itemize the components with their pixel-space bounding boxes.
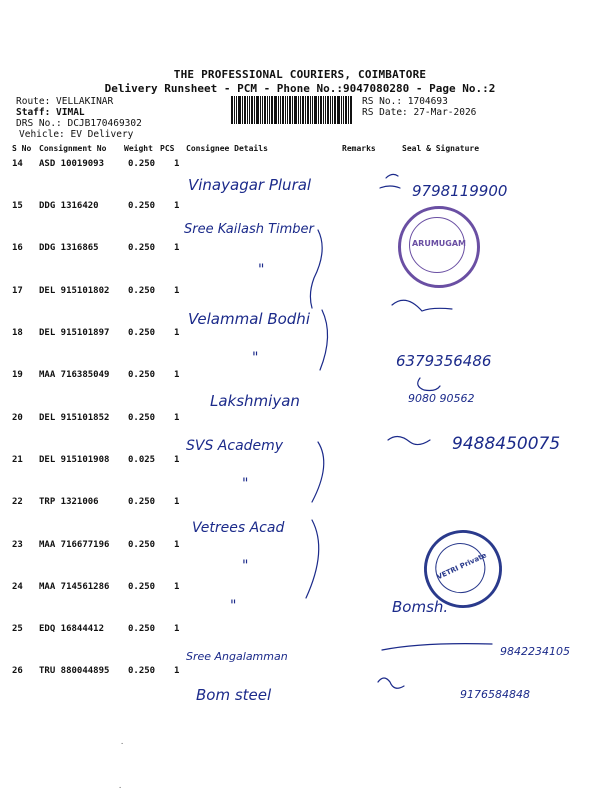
row-sno: 15 <box>12 201 23 211</box>
hw-phone-18: 6379356486 <box>396 352 492 370</box>
hw-phone-20: 9488450075 <box>452 434 561 454</box>
ditto-curve <box>312 442 324 502</box>
hw-ditto-23: " <box>242 558 249 574</box>
col-consignee: Consignee Details <box>186 144 268 153</box>
hw-phone-25: 9842234105 <box>500 645 570 658</box>
row-pcs: 1 <box>174 370 180 380</box>
signature-stroke <box>386 174 398 178</box>
rs-date-label: RS Date: 27-Mar-2026 <box>362 107 477 118</box>
hw-ditto-24: " <box>230 598 237 614</box>
row-pcs: 1 <box>174 624 180 634</box>
col-remarks: Remarks <box>342 144 376 153</box>
row-consignment: DEL 915101897 <box>39 328 110 338</box>
row-weight: 0.250 <box>128 666 156 676</box>
row-pcs: 1 <box>174 455 180 465</box>
row-consignment: EDQ 16844412 <box>39 624 105 634</box>
row-pcs: 1 <box>174 497 180 507</box>
row-sno: 17 <box>12 286 23 296</box>
col-seal: Seal & Signature <box>402 144 480 153</box>
vehicle-label: Vehicle: EV Delivery <box>19 129 134 140</box>
row-weight: 0.250 <box>128 370 156 380</box>
row-sno: 24 <box>12 582 23 592</box>
row-sno: 22 <box>12 497 23 507</box>
signature-stroke <box>392 300 452 311</box>
row-pcs: 1 <box>174 201 180 211</box>
row-sno: 18 <box>12 328 23 338</box>
row-pcs: 1 <box>174 666 180 676</box>
row-consignment: DEL 915101852 <box>39 413 110 423</box>
row-weight: 0.250 <box>128 243 156 253</box>
hw-ditto-21: " <box>242 476 249 492</box>
row-weight: 0.250 <box>128 540 156 550</box>
rs-no-label: RS No.: 1704693 <box>362 96 448 107</box>
row-sno: 19 <box>12 370 23 380</box>
signature-stroke <box>382 644 492 650</box>
scan-speck: . <box>120 738 125 746</box>
runsheet-subtitle: Delivery Runsheet - PCM - Phone No.:9047080280 - Page No.:2 <box>104 82 496 95</box>
seal-text: ARUMUGAM <box>411 239 467 248</box>
company-title: THE PROFESSIONAL COURIERS, COIMBATORE <box>173 68 427 81</box>
hw-consignee-15: Sree Kailash Timber <box>184 222 314 237</box>
row-pcs: 1 <box>174 243 180 253</box>
row-sno: 16 <box>12 243 23 253</box>
scan-speck: . <box>118 782 123 790</box>
row-consignment: MAA 716385049 <box>39 370 110 380</box>
row-weight: 0.250 <box>128 582 156 592</box>
hw-consignee-14: Vinayagar Plural <box>188 176 312 194</box>
row-pcs: 1 <box>174 540 180 550</box>
hw-consignee-20: SVS Academy <box>186 438 284 454</box>
row-sno: 20 <box>12 413 23 423</box>
row-weight: 0.250 <box>128 624 156 634</box>
hw-ditto-16: " <box>258 262 265 278</box>
hw-phone-26: 9176584848 <box>460 688 530 701</box>
seal-text: VETRI Private <box>435 551 488 582</box>
route-label: Route: VELLAKINAR <box>16 96 114 107</box>
hw-signature-24: Bomsh. <box>392 598 449 616</box>
row-sno: 23 <box>12 540 23 550</box>
row-consignment: DDG 1316865 <box>39 243 99 253</box>
ditto-curve <box>310 230 322 308</box>
hw-consignee-25: Sree Angalamman <box>186 650 288 663</box>
row-consignment: DEL 915101908 <box>39 455 110 465</box>
hw-phone-14: 9798119900 <box>412 182 508 200</box>
row-consignment: MAA 716677196 <box>39 540 110 550</box>
signature-stroke <box>388 436 430 444</box>
signature-stroke <box>380 186 400 188</box>
signature-stroke <box>378 678 404 688</box>
drs-label: DRS No.: DCJB170469302 <box>16 118 142 129</box>
row-pcs: 1 <box>174 159 180 169</box>
hw-phone-19: 9080 90562 <box>408 392 475 405</box>
hw-ditto-19: " <box>252 350 259 366</box>
row-sno: 25 <box>12 624 23 634</box>
row-weight: 0.250 <box>128 413 156 423</box>
hw-consignee-17: Velammal Bodhi <box>188 310 310 328</box>
row-sno: 21 <box>12 455 23 465</box>
hw-consignee-19b: Lakshmiyan <box>210 392 300 410</box>
ditto-curve <box>320 310 328 370</box>
row-pcs: 1 <box>174 413 180 423</box>
col-sno: S No <box>12 144 32 153</box>
row-weight: 0.250 <box>128 328 156 338</box>
col-pcs: PCS <box>160 144 175 153</box>
row-weight: 0.025 <box>128 455 156 465</box>
row-pcs: 1 <box>174 582 180 592</box>
staff-label: Staff: VIMAL <box>16 107 85 118</box>
row-weight: 0.250 <box>128 497 156 507</box>
arumugam-seal <box>398 206 480 288</box>
row-consignment: MAA 714561286 <box>39 582 110 592</box>
row-consignment: TRU 880044895 <box>39 666 110 676</box>
col-weight: Weight <box>124 144 153 153</box>
ditto-curve <box>306 520 319 598</box>
row-consignment: ASD 10019093 <box>39 159 105 169</box>
row-consignment: DDG 1316420 <box>39 201 99 211</box>
col-consignment: Consignment No <box>39 144 107 153</box>
row-pcs: 1 <box>174 286 180 296</box>
row-sno: 26 <box>12 666 23 676</box>
hw-consignee-23: Vetrees Acad <box>192 520 285 536</box>
hw-consignee-26b: Bom steel <box>196 686 272 704</box>
signature-stroke <box>418 378 440 391</box>
row-weight: 0.250 <box>128 201 156 211</box>
row-consignment: TRP 1321006 <box>39 497 99 507</box>
row-sno: 14 <box>12 159 23 169</box>
row-weight: 0.250 <box>128 286 156 296</box>
row-consignment: DEL 915101802 <box>39 286 110 296</box>
row-weight: 0.250 <box>128 159 156 169</box>
row-pcs: 1 <box>174 328 180 338</box>
